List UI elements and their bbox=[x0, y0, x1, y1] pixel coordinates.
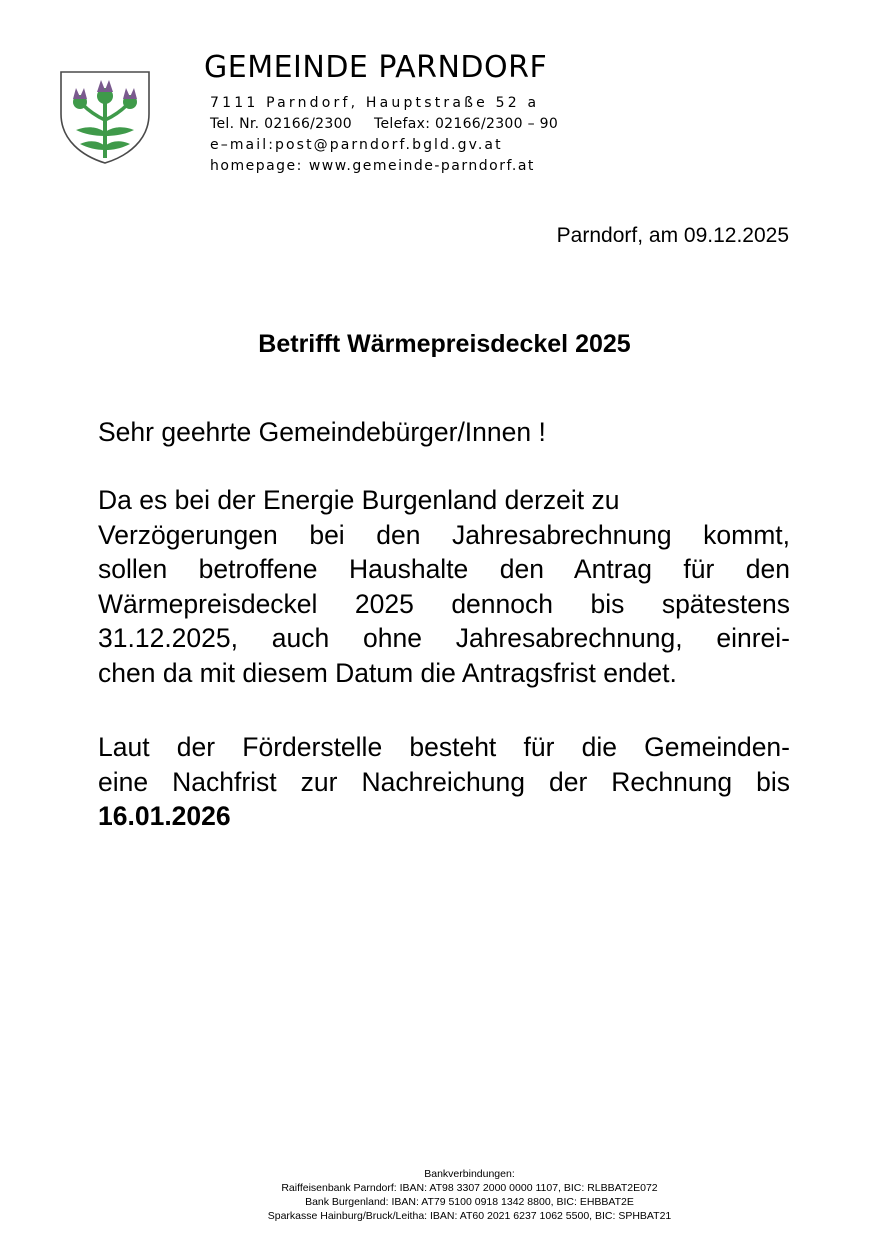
homepage-address: homepage: www.gemeinde-parndorf.at bbox=[210, 158, 535, 174]
paragraph-line: chen da mit diesem Datum die Antragsfrist endet. bbox=[98, 657, 677, 688]
thistle-coat-of-arms-icon bbox=[58, 70, 152, 164]
letter-subject: Betrifft Wärmepreisdeckel 2025 bbox=[258, 330, 631, 358]
bank-account-line: Raiffeisenbank Parndorf: IBAN: AT98 3307 2000 0000 1107, BIC: RLBBAT2E072 bbox=[281, 1182, 658, 1194]
paragraph-application-notice bbox=[98, 483, 790, 690]
bank-account-line: Sparkasse Hainburg/Bruck/Leitha: IBAN: AT60 2021 6237 1062 5500, BIC: SPHBAT21 bbox=[267, 1210, 672, 1222]
contact-block bbox=[210, 93, 558, 177]
paragraph-line: Wärmepreisdeckel 2025 dennoch bis spätestens bbox=[98, 588, 790, 619]
postal-address: 7111 Parndorf, Hauptstraße 52 a bbox=[210, 95, 540, 111]
letter-date: Parndorf, am 09.12.2025 bbox=[556, 224, 789, 247]
bank-account-line: Bank Burgenland: IBAN: AT79 5100 0918 1342 8800, BIC: EHBBAT2E bbox=[305, 1196, 634, 1208]
paragraph-line: Verzögerungen bei den Jahresabrechnung kommt, bbox=[98, 519, 790, 550]
email-address: e–mail:post@parndorf.bgld.gv.at bbox=[210, 137, 503, 153]
bank-details-footer bbox=[0, 1167, 889, 1223]
paragraph-line: Da es bei der Energie Burgenland derzeit zu bbox=[98, 485, 620, 515]
fax-number: Telefax: 02166/2300 – 90 bbox=[374, 116, 559, 132]
paragraph-deadline-notice bbox=[98, 730, 790, 834]
salutation: Sehr geehrte Gemeindebürger/Innen ! bbox=[98, 417, 546, 447]
phone-number: Tel. Nr. 02166/2300 bbox=[210, 116, 353, 132]
paragraph-line: Laut der Förderstelle besteht für die Gemeinden- bbox=[98, 732, 790, 762]
organization-name: GEMEINDE PARNDORF bbox=[204, 50, 548, 85]
paragraph-line: 31.12.2025, auch ohne Jahresabrechnung, einrei- bbox=[98, 623, 790, 653]
bank-details-heading: Bankverbindungen: bbox=[424, 1168, 515, 1180]
paragraph-line: eine Nachfrist zur Nachreichung der Rechnung bis bbox=[98, 766, 790, 797]
deadline-date: 16.01.2026 bbox=[98, 801, 231, 831]
phone-fax-line bbox=[210, 114, 558, 135]
paragraph-line: sollen betroffene Haushalte den Antrag für den bbox=[98, 554, 790, 584]
